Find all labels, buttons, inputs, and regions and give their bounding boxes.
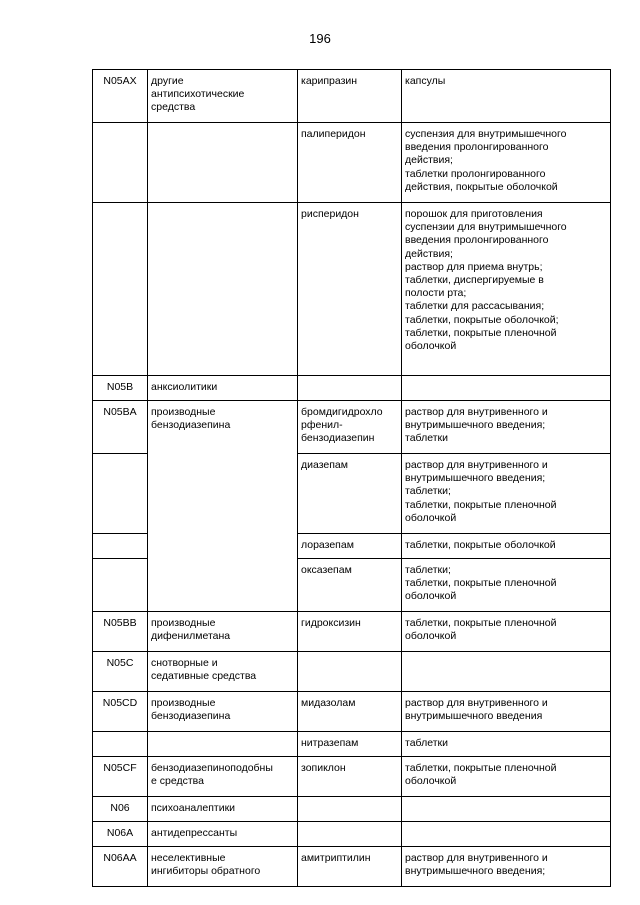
dosage-form-cell: порошок для приготовления суспензии для внутримышечного введения пролонгированного действия; раствор для приема внутрь; таблетки, диспергируемые в полости рта; таблетки для рассасывания; таблетки, покрытые оболочкой; таблетки, покрытые пленочной оболочкой (402, 203, 611, 376)
group-name-cell (148, 203, 298, 376)
atc-code-cell: N05CD (93, 692, 148, 732)
atc-code-cell (93, 454, 148, 534)
dosage-form-cell (402, 822, 611, 847)
dosage-form-cell: капсулы (402, 70, 611, 123)
drug-name-cell: оксазепам (298, 559, 402, 612)
table-row (93, 376, 611, 401)
drug-name-cell: нитразепам (298, 732, 402, 757)
drug-name-cell: рисперидон (298, 203, 402, 376)
dosage-form-cell: раствор для внутривенного и внутримышечного введения (402, 692, 611, 732)
group-name-cell: производные бензодиазепина (148, 692, 298, 732)
drug-name-cell (298, 652, 402, 692)
atc-code-cell (93, 203, 148, 376)
drug-name-cell: палиперидон (298, 123, 402, 203)
dosage-form-cell (402, 797, 611, 822)
drug-name-cell: мидазолам (298, 692, 402, 732)
drug-name-cell: зопиклон (298, 757, 402, 797)
dosage-form-cell: таблетки, покрытые пленочной оболочкой (402, 757, 611, 797)
group-name-cell: снотворные и седативные средства (148, 652, 298, 692)
dosage-form-cell: суспензия для внутримышечного введения пролонгированного действия; таблетки пролонгированного действия, покрытые оболочкой (402, 123, 611, 203)
group-name-cell: неселективные ингибиторы обратного (148, 847, 298, 887)
atc-code-cell: N05BA (93, 401, 148, 454)
dosage-form-cell: раствор для внутривенного и внутримышечного введения; таблетки; таблетки, покрытые пленочной оболочкой (402, 454, 611, 534)
group-name-cell: антидепрессанты (148, 822, 298, 847)
table-row (93, 797, 611, 822)
table-row (93, 732, 611, 757)
atc-code-cell: N05AX (93, 70, 148, 123)
dosage-form-cell: таблетки; таблетки, покрытые пленочной оболочкой (402, 559, 611, 612)
dosage-form-cell: таблетки (402, 732, 611, 757)
atc-code-cell (93, 123, 148, 203)
page-number: 196 (309, 31, 331, 46)
group-name-cell: психоаналептики (148, 797, 298, 822)
dosage-form-cell: таблетки, покрытые пленочной оболочкой (402, 612, 611, 652)
drug-name-cell: карипразин (298, 70, 402, 123)
table-row (93, 652, 611, 692)
atc-code-cell (93, 534, 148, 559)
drug-table (92, 69, 611, 887)
group-name-cell: другие антипсихотические средства (148, 70, 298, 123)
atc-code-cell: N05BB (93, 612, 148, 652)
atc-code-cell: N06AA (93, 847, 148, 887)
group-name-cell (148, 732, 298, 757)
group-name-cell: производные бензодиазепина (148, 401, 298, 612)
dosage-form-cell: таблетки, покрытые оболочкой (402, 534, 611, 559)
table-row (93, 401, 611, 454)
dosage-form-cell: раствор для внутривенного и внутримышечного введения; таблетки (402, 401, 611, 454)
group-name-cell: производные дифенилметана (148, 612, 298, 652)
drug-name-cell (298, 376, 402, 401)
atc-code-cell: N06A (93, 822, 148, 847)
table-row (93, 757, 611, 797)
table-row (93, 203, 611, 376)
atc-code-cell: N06 (93, 797, 148, 822)
atc-code-cell (93, 559, 148, 612)
drug-name-cell: гидроксизин (298, 612, 402, 652)
dosage-form-cell (402, 376, 611, 401)
table-row (93, 612, 611, 652)
table-row (93, 692, 611, 732)
table-row (93, 847, 611, 887)
drug-name-cell: бромдигидрохло рфенил- бензодиазепин (298, 401, 402, 454)
group-name-cell: анксиолитики (148, 376, 298, 401)
group-name-cell (148, 123, 298, 203)
drug-name-cell (298, 822, 402, 847)
drug-name-cell: диазепам (298, 454, 402, 534)
drug-name-cell: амитриптилин (298, 847, 402, 887)
table-row (93, 70, 611, 123)
group-name-cell: бензодиазепиноподобны е средства (148, 757, 298, 797)
atc-code-cell: N05CF (93, 757, 148, 797)
table-row (93, 822, 611, 847)
atc-code-cell: N05B (93, 376, 148, 401)
table-row (93, 123, 611, 203)
atc-code-cell: N05C (93, 652, 148, 692)
dosage-form-cell: раствор для внутривенного и внутримышечного введения; (402, 847, 611, 887)
atc-code-cell (93, 732, 148, 757)
drug-name-cell: лоразепам (298, 534, 402, 559)
drug-name-cell (298, 797, 402, 822)
dosage-form-cell (402, 652, 611, 692)
